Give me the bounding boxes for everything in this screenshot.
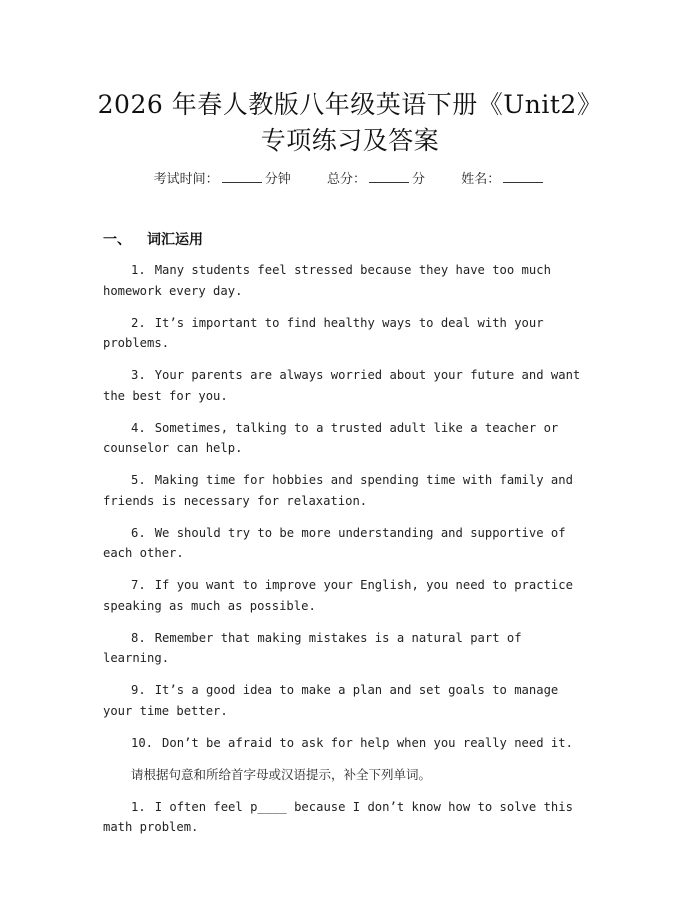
- section-title: 词汇运用: [147, 232, 203, 248]
- section-number: 一、: [103, 232, 131, 248]
- sentence-item-number: 8.: [131, 630, 146, 645]
- sentence-item-number: 10.: [131, 735, 154, 750]
- sentence-item: [103, 523, 593, 564]
- total-score-field: [327, 168, 425, 187]
- student-name-field: [461, 168, 546, 187]
- sentence-item-text: If you want to improve your English, you need to practice speaking as much as possible.: [103, 578, 573, 613]
- sentence-item: [103, 365, 593, 406]
- student-name-blank: [503, 170, 543, 183]
- sentence-item: [103, 733, 593, 754]
- total-score-blank: [369, 170, 409, 183]
- section-content: [103, 260, 593, 849]
- total-score-label: 总分：: [326, 172, 366, 187]
- sentence-list: [103, 260, 593, 753]
- sentence-item-text: It’s a good idea to make a plan and set goals to manage your time better.: [103, 683, 559, 718]
- sentence-item-text: It’s important to find healthy ways to deal with your problems.: [103, 315, 544, 350]
- sentence-item-text: Many students feel stressed because they have too much homework every day.: [103, 263, 551, 298]
- sentence-item-number: 1.: [131, 263, 146, 277]
- sentence-item-text: Don’t be afraid to ask for help when you really need it.: [162, 735, 573, 750]
- exercise-instruction: 请根据句意和所给首字母或汉语提示，补全下列单词。: [131, 766, 432, 782]
- sentence-item: [103, 680, 593, 721]
- exam-info-row: [0, 168, 700, 187]
- student-name-label: 姓名：: [461, 172, 501, 187]
- sentence-item-text: Your parents are always worried about your future and want the best for you.: [103, 368, 581, 403]
- sentence-item-number: 5.: [131, 473, 146, 487]
- sentence-item-number: 3.: [131, 368, 146, 382]
- exam-time-field: [154, 168, 291, 187]
- sentence-item-text: Sometimes, talking to a trusted adult like a teacher or counselor can help.: [103, 420, 559, 455]
- sentence-item-text: We should try to be more understanding and supportive of each other.: [103, 525, 566, 560]
- sentence-item: [103, 418, 593, 459]
- exam-time-label: 考试时间：: [153, 172, 219, 187]
- exercise-item-number: 1.: [131, 799, 146, 814]
- section-heading: [103, 229, 203, 249]
- exam-time-unit: 分钟: [264, 172, 291, 187]
- sentence-item: [103, 575, 593, 616]
- sentence-item-number: 6.: [131, 525, 146, 540]
- sentence-item-number: 7.: [131, 578, 146, 592]
- document-title-line-1: 2026 年春人教版八年级英语下册《Unit2》: [97, 90, 603, 119]
- sentence-item: [103, 260, 593, 301]
- exercise-item: [103, 797, 593, 838]
- total-score-unit: 分: [412, 172, 426, 187]
- sentence-item-text: Making time for hobbies and spending time with family and friends is necessary for relaxation.: [103, 473, 573, 508]
- sentence-item-number: 9.: [131, 683, 146, 697]
- exercise-item-text: I often feel p____ because I don’t know how to solve this math problem.: [103, 799, 573, 834]
- sentence-item-number: 4.: [131, 420, 146, 435]
- sentence-item: [103, 470, 593, 511]
- sentence-item-text: Remember that making mistakes is a natural part of learning.: [103, 630, 522, 665]
- sentence-item-number: 2.: [131, 315, 146, 330]
- sentence-item: [103, 313, 593, 354]
- exercise-list: [103, 797, 593, 838]
- exam-time-blank: [222, 170, 262, 183]
- sentence-item: [103, 628, 593, 669]
- document-title-line-2: 专项练习及答案: [260, 126, 440, 155]
